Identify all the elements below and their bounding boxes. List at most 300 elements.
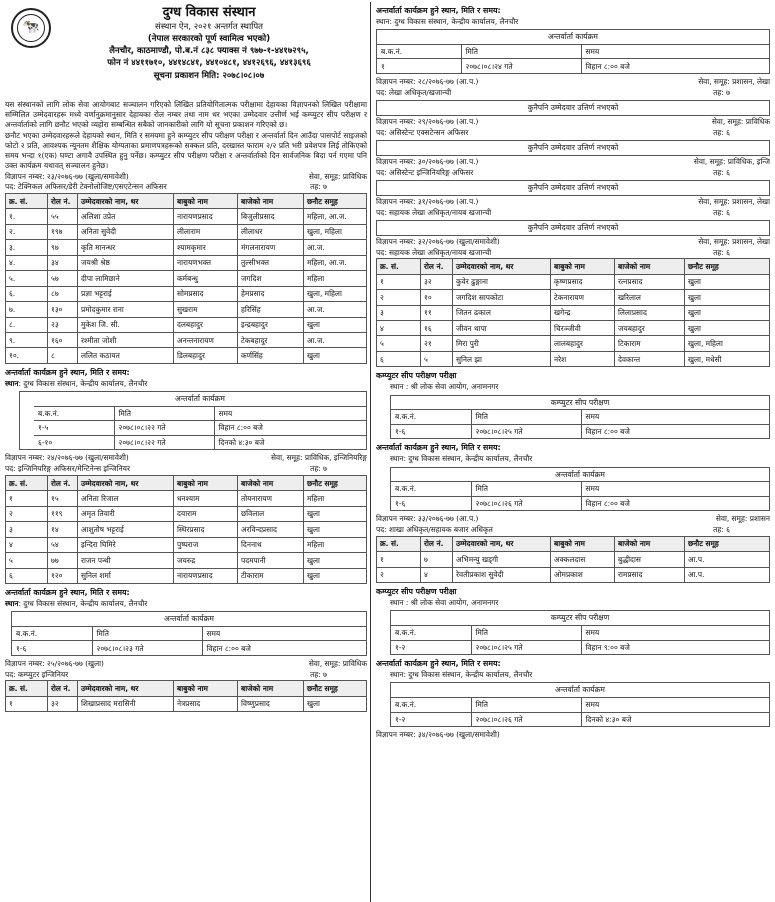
cell: खुला, महिला xyxy=(685,336,770,351)
cell: आ.प. xyxy=(685,567,770,582)
box-title: अन्तर्वार्ता कार्यक्रम xyxy=(12,612,366,626)
notice-header xyxy=(5,0,367,100)
venue-line-28 xyxy=(376,17,770,27)
advert-28-number: विज्ञापन नम्बर: २८/२०७६-७७ (आ.प.) xyxy=(376,77,479,86)
advert-23-number: विज्ञापन नम्बर: २३/२०७६-७७ (खुला/समावेशी) xyxy=(5,171,129,181)
cell: नारायणप्रसाद xyxy=(174,209,238,224)
col-header: बाबुको नाम xyxy=(174,475,238,490)
table-header-row xyxy=(377,259,770,274)
cell: प्रज्ञा भट्टराई xyxy=(78,286,174,301)
advert-25-line xyxy=(5,659,367,670)
venue-label: स्थान xyxy=(390,454,404,464)
act-line: संस्थान ऐन, २०२१ अन्तर्गत स्थापित xyxy=(154,22,264,33)
cell: ५ xyxy=(377,336,421,351)
intro-paragraph-1: यस संस्थानको लागि लोक सेवा आयोगबाट सञ्चालन गरिएको लिखित प्रतियोगितात्मक परीक्षामा देहायका विज्ञापनको लिखित परीक्षामा सम्मिलित उम्मेदवारहरू मध्ये वर्णानुक्रमानुसार देहायका रोल नम्बर तथा नाम थर भएका उम्मेदवार उत्तीर्ण भई कम्प्युटर सीप परीक्षण र अन्तर्वार्ताको लागि छनौट भएको व्यहोरा सम्बन्धित सबैको जानकारीको लागि यो सूचना प्रकाशन गरिएको छ। xyxy=(5,100,367,130)
cell: ११ xyxy=(421,305,453,320)
cell: अक्कलदास xyxy=(551,552,615,567)
venue-line-23 xyxy=(5,379,367,389)
col-header: उम्मेदवारको नाम, थर xyxy=(78,475,174,490)
box-title: अन्तर्वार्ता कार्यक्रम xyxy=(391,468,769,482)
cell: मिरा पुरी xyxy=(453,336,551,351)
cell: १ xyxy=(377,59,461,73)
computer-test-schedule-33 xyxy=(390,610,770,655)
advert-32-line xyxy=(376,237,770,248)
col-header: छनौट समूह xyxy=(685,259,770,274)
cell: अमृत तिवारी xyxy=(78,506,174,521)
interview-heading-23: अन्तर्वार्ता कार्यक्रम हुने स्थान, मिति र समय: xyxy=(5,367,130,377)
cell: दिननाथ xyxy=(238,537,304,552)
box-col-header: ब.क.नं. xyxy=(391,698,471,712)
col-header: रोल नं. xyxy=(421,259,453,274)
table-row xyxy=(6,522,367,537)
col-header: क्र. सं. xyxy=(377,536,421,551)
table-row xyxy=(6,332,367,347)
cell: ३. xyxy=(6,240,48,255)
cell: खुला xyxy=(685,274,770,289)
cell: १५ xyxy=(48,491,78,506)
cell: ३२ xyxy=(421,274,453,289)
table-row xyxy=(6,224,367,239)
cell: १. xyxy=(6,209,48,224)
right-column xyxy=(376,0,770,741)
cell: तोयनारायण xyxy=(238,491,304,506)
no-pass-box-30: कुनैपनि उम्मेदवार उत्तिर्ण नभएको xyxy=(376,140,770,155)
advert-28-line xyxy=(376,77,770,88)
cell: खुला xyxy=(685,290,770,305)
interview-heading-28: अन्तर्वार्ता कार्यक्रम हुने स्थान, मिति र समय: xyxy=(376,6,501,15)
cell: आ.ज. xyxy=(304,332,367,347)
cell: डिलबहादुर xyxy=(174,348,238,363)
col-header: छनौट समूह xyxy=(685,536,770,551)
cell: नरेश xyxy=(551,351,615,366)
interview-schedule-33 xyxy=(390,682,770,727)
schedule-row xyxy=(391,424,769,438)
cell: खुला xyxy=(685,321,770,336)
table-row xyxy=(6,537,367,552)
cell: दिनको ४:३० बजे xyxy=(581,712,769,726)
advert-33-level: तह: ६ xyxy=(713,525,730,535)
table-row xyxy=(6,240,367,255)
cell: खुला xyxy=(304,553,367,568)
table-row xyxy=(6,209,367,224)
box-col-header: ब.क.नं. xyxy=(391,626,471,640)
table-row xyxy=(6,317,367,332)
table-row xyxy=(6,255,367,270)
col-header: बाबुको नाम xyxy=(551,536,615,551)
box-col-header: ब.क.नं. xyxy=(391,410,471,424)
box-col-header: समय xyxy=(585,412,600,422)
cell: महिला xyxy=(304,271,367,286)
col-header: क्र. सं. xyxy=(6,194,48,209)
table-row xyxy=(6,568,367,583)
cell: अनन्तनारायण xyxy=(174,332,238,347)
table-row xyxy=(6,553,367,568)
schedule-row xyxy=(391,496,769,510)
left-column xyxy=(5,0,367,712)
cell: खुला xyxy=(304,696,367,711)
schedule-row xyxy=(34,421,366,436)
col-header: क्र. सं. xyxy=(6,681,48,696)
interview-heading-24: अन्तर्वार्ता कार्यक्रम हुने स्थान, मिति र समय: xyxy=(5,587,130,597)
cell: लिलाप्रसाद xyxy=(615,305,685,320)
cell: १-२ xyxy=(391,712,471,726)
table-header-row xyxy=(6,475,367,490)
cell: बुद्धीदास xyxy=(615,552,685,567)
computer-test-schedule-32 xyxy=(390,395,770,440)
advert-24-post: पद: इन्जिनियरिङ्ग अफिसर/मेन्टिनेन्स इन्जिनियर xyxy=(5,464,130,474)
box-col-header: समय xyxy=(585,484,600,494)
intro-paragraph xyxy=(5,100,367,172)
cell: आ.ज. xyxy=(304,302,367,317)
cell: नेत्रप्रसाद xyxy=(174,696,238,711)
venue-line-24 xyxy=(5,599,367,609)
box-title: अन्तर्वार्ता कार्यक्रम xyxy=(34,392,366,406)
col-header: बाजेको नाम xyxy=(615,536,685,551)
cell: ६. xyxy=(6,286,48,301)
cell: १० xyxy=(421,290,453,305)
table-row xyxy=(377,351,770,366)
col-header: बाजेको नाम xyxy=(238,194,304,209)
advert-31-post-line xyxy=(376,208,770,219)
cell: १-६ xyxy=(391,496,471,510)
cell: टेकनारायण xyxy=(551,290,615,305)
advert-30-level: तह: ६ xyxy=(713,167,730,177)
interview-schedule-28 xyxy=(376,29,770,74)
cell: नारायणभक्त xyxy=(174,255,238,270)
cell: इन्द्रबहादुर xyxy=(238,317,304,332)
cell: ४. xyxy=(6,255,48,270)
col-header: क्र. सं. xyxy=(377,259,421,274)
venue-label: स्थान xyxy=(376,16,390,26)
cell: विष्णुप्रसाद xyxy=(238,696,304,711)
advert-30-post: पद: असिस्टेन्ट इन्जिनियरिङ्ग अफिसर xyxy=(376,167,474,177)
schedule-row xyxy=(377,59,769,73)
advert-33-post-line xyxy=(376,525,770,536)
cell: दिनको ४:३० बजे xyxy=(214,435,366,449)
cell: ४ xyxy=(6,537,48,552)
advert-33-line xyxy=(376,514,770,525)
table-row xyxy=(377,274,770,289)
col-header: बाबुको नाम xyxy=(174,194,238,209)
box-col-header: ब.क.नं. xyxy=(391,482,471,496)
col-header: बाबुको नाम xyxy=(174,681,238,696)
cell: विहान ८:०० बजे xyxy=(202,641,366,655)
cell: अभिमन्यु खड्गी xyxy=(453,552,551,567)
cow-emblem-icon: 🐄 xyxy=(17,14,45,42)
advert-32-number: विज्ञापन नम्बर: ३२/२०७६-७७ (खुला/समावेशी) xyxy=(376,236,500,246)
table-row xyxy=(6,286,367,301)
cell: रामप्रसाद xyxy=(615,567,685,582)
col-header: छनौट समूह xyxy=(304,475,367,490)
cell: महिला, आ.ज. xyxy=(304,209,367,224)
cell: धनश्याम xyxy=(174,491,238,506)
cell: १-६ xyxy=(12,641,92,655)
box-col-header: समय xyxy=(585,700,600,710)
box-col-header: समय xyxy=(206,628,221,638)
cell: लीलाराम xyxy=(174,224,238,239)
table-row xyxy=(6,271,367,286)
advert-23-line xyxy=(5,172,367,183)
venue-value: : दुग्ध विकास संस्थान, केन्द्रीय कार्यालय, लैनचौर xyxy=(18,378,148,388)
cell: पदमपानी xyxy=(238,553,304,568)
venue-value: : दुग्ध विकास संस्थान, केन्द्रीय कार्यालय, लैनचौर xyxy=(389,16,519,26)
schedule-row xyxy=(391,712,769,726)
cell: प्रमोदकुमार राना xyxy=(78,302,174,317)
cell: खुला xyxy=(304,568,367,583)
cell: ८. xyxy=(6,317,48,332)
cell: टिकाराम xyxy=(615,336,685,351)
col-header: रोल नं. xyxy=(421,536,453,551)
cell: ६ xyxy=(377,351,421,366)
cell: हरिसिंह xyxy=(238,302,304,317)
col-header: उम्मेदवारको नाम, थर xyxy=(78,194,174,209)
advert-25-post-line xyxy=(5,670,367,681)
cell: टेकबहादुर xyxy=(238,332,304,347)
cell: ओमप्रकाश xyxy=(551,567,615,582)
box-title: अन्तर्वार्ता कार्यक्रम xyxy=(377,30,769,44)
box-col-header: मिति xyxy=(92,627,202,641)
advert-33-candidates-table xyxy=(376,536,770,583)
interview-schedule-23 xyxy=(19,391,367,450)
cell: तुल्सीभक्त xyxy=(238,255,304,270)
table-row xyxy=(377,290,770,305)
box-col-header: समय xyxy=(585,628,600,638)
cell: आ.ज. xyxy=(304,240,367,255)
cell: खुला xyxy=(304,506,367,521)
cell: २ xyxy=(377,567,421,582)
advert-31-level: तह: ६ xyxy=(713,207,730,217)
box-title: कम्प्युटर सीप परीक्षण xyxy=(391,396,769,410)
cell: विहान ९:०० बजे xyxy=(581,640,769,654)
venue-label: स्थान xyxy=(390,670,404,680)
cell: खरिलाल xyxy=(615,290,685,305)
cell: जयरुद्र xyxy=(174,553,238,568)
box-col-header: मिति xyxy=(471,482,581,496)
cell: कर्णसिंह xyxy=(238,348,304,363)
org-name: दुग्ध विकास संस्थान xyxy=(162,5,256,20)
cell: १३० xyxy=(48,302,78,317)
cell: राजन पन्थी xyxy=(78,553,174,568)
cell: ५७ xyxy=(48,271,78,286)
advert-25-number: विज्ञापन नम्बर: २५/२०७६-७७ (खुला) xyxy=(5,658,104,668)
venue-label: स्थान xyxy=(5,598,19,608)
cell: खुला, महिला xyxy=(304,224,367,239)
cell: जयबहादुर xyxy=(615,321,685,336)
cell: १ xyxy=(377,552,421,567)
cell: २०७८।०८।२६ गते xyxy=(471,712,581,726)
box-col-header: ब.क.नं. xyxy=(377,45,461,59)
interview-schedule-32 xyxy=(390,467,770,512)
advert-23-rows xyxy=(6,209,367,363)
cell: १४ xyxy=(48,522,78,537)
cell: खुला xyxy=(304,522,367,537)
cell: २ xyxy=(6,506,48,521)
cell: दयाराम xyxy=(174,506,238,521)
cell: २३ xyxy=(48,317,78,332)
cell: जयश्री श्रेष्ठ xyxy=(78,255,174,270)
advert-32-rows xyxy=(377,274,770,367)
cell: खुला xyxy=(304,348,367,363)
col-header: छनौट समूह xyxy=(304,681,367,696)
cell: ७ xyxy=(421,552,453,567)
table-row xyxy=(6,506,367,521)
advert-24-number: विज्ञापन नम्बर: २४/२०७६-७७ (खुला/समावेशी) xyxy=(5,453,129,463)
cell: ८७ xyxy=(48,286,78,301)
cell: नारायणप्रसाद xyxy=(174,568,238,583)
cell: ६-१० xyxy=(34,435,114,449)
psc-venue-33: स्थान : श्री लोक सेवा आयोग, अनामनगर xyxy=(390,598,499,608)
col-header: बाजेको नाम xyxy=(615,259,685,274)
advert-23-post: पद: टेक्निकल अफिसर/डेरी टेक्नोलोजिष्ट/एसएटेन्सन अफिसर xyxy=(5,182,167,192)
cell: १ xyxy=(6,696,48,711)
cell: ३२ xyxy=(48,696,78,711)
cell: २ xyxy=(377,290,421,305)
cell: महिला xyxy=(304,537,367,552)
cell: कृति मानन्धर xyxy=(78,240,174,255)
advert-31-service: सेवा, समूह: प्रशासन, लेखा xyxy=(698,196,770,206)
schedule-row xyxy=(12,641,366,655)
venue-value: : दुग्ध विकास संस्थान, केन्द्रीय कार्यालय, लैनचौर xyxy=(18,598,148,608)
cell: ७७ xyxy=(48,553,78,568)
advert-31-number: विज्ञापन नम्बर: ३१/२०७६-७७ (आ.प.) xyxy=(376,196,479,206)
box-col-header: ब.क.नं. xyxy=(12,627,92,641)
advert-33-post: पद: शाखा अधिकृत/सहायक बजार अधिकृत xyxy=(376,525,493,535)
no-pass-box-29: कुनैपनि उम्मेदवार उत्तिर्ण नभएको xyxy=(376,100,770,115)
cell: टीकाराम xyxy=(238,568,304,583)
advert-33-service: सेवा, समूह: प्रशासन xyxy=(715,514,770,524)
cell: मंगलनारायण xyxy=(238,240,304,255)
cell: बिजुलीप्रसाद xyxy=(238,209,304,224)
cell: २१ xyxy=(421,336,453,351)
box-col-header: मिति xyxy=(461,45,581,59)
cell: इन्दिरा घिमिरे xyxy=(78,537,174,552)
box-col-header: ब.क.नं. xyxy=(34,407,114,421)
advert-30-number: विज्ञापन नम्बर: ३०/२०७६-७७ (आ.प.) xyxy=(376,156,479,166)
advert-29-post: पद: असिस्टेन्ट एक्सटेन्सन अफिसर xyxy=(376,127,469,137)
cell: लीलाधर xyxy=(238,224,304,239)
cell: कुवेर ढुङ्गाना xyxy=(453,274,551,289)
no-pass-box-32: कुनैपनि उम्मेदवार उत्तिर्ण नभएको xyxy=(376,220,770,235)
cell: विहान ८:०० बजे xyxy=(581,424,769,438)
col-header: बाबुको नाम xyxy=(551,259,615,274)
col-header: उम्मेदवारको नाम, थर xyxy=(78,681,174,696)
interview-schedule-24 xyxy=(11,611,367,656)
cell: चिरञ्जीवी xyxy=(551,321,615,336)
cell: छविलाल xyxy=(238,506,304,521)
venue-value: : दुग्ध विकास संस्थान, केन्द्रीय कार्यालय, लैनचौर xyxy=(403,670,533,680)
table-row xyxy=(6,302,367,317)
table-row xyxy=(6,348,367,363)
col-header: बाजेको नाम xyxy=(238,681,304,696)
advert-32-post: पद: सहायक लेखा अधिकृत/नायब खजान्ची xyxy=(376,247,492,257)
advert-29-number: विज्ञापन नम्बर: २९/२०७६-७७ (आ.प.) xyxy=(376,116,479,126)
advert-32-service: सेवा, समूह: प्रशासन, लेखा xyxy=(698,236,770,246)
advert-24-post-line xyxy=(5,464,367,475)
cell: सुखराम xyxy=(174,302,238,317)
cell: खुला, महिला xyxy=(304,286,367,301)
cell: ५. xyxy=(6,271,48,286)
cell: खुला xyxy=(685,305,770,320)
advert-33-rows xyxy=(377,552,770,583)
cell: १-६ xyxy=(391,424,471,438)
cell: २. xyxy=(6,224,48,239)
cell: १९७ xyxy=(48,224,78,239)
cell: २०७८।०८।२२ गते xyxy=(114,421,214,436)
advert-24-line xyxy=(5,453,367,464)
cell: ५ xyxy=(421,351,453,366)
venue-line-33 xyxy=(376,670,770,680)
box-title: कम्प्युटर सीप परीक्षण xyxy=(391,611,769,625)
box-col-header: समय xyxy=(218,408,233,418)
box-col-header: समय xyxy=(585,46,600,56)
cell: २०७८।०८।२६ गते xyxy=(471,496,581,510)
table-row xyxy=(6,696,367,711)
table-row xyxy=(377,305,770,320)
venue-line-32 xyxy=(376,454,770,464)
advert-34-number: विज्ञापन नम्बर: ३४/२०७६-७७ (खुला/समावेशी) xyxy=(376,730,500,740)
cell: ३ xyxy=(377,305,421,320)
advert-25-candidates-table xyxy=(5,680,367,712)
cell: जीवन थापा xyxy=(453,321,551,336)
advert-30-post-line xyxy=(376,168,770,179)
cell: दीपा लामिछाने xyxy=(78,271,174,286)
psc-venue-32: स्थान : श्री लोक सेवा आयोग, अनामनगर xyxy=(390,382,499,392)
cell: शिखाप्रसाद मरासिनी xyxy=(78,696,174,711)
cell: देवकान्त xyxy=(615,351,685,366)
cell: १-२ xyxy=(391,640,471,654)
cell: श्यामकृमार xyxy=(174,240,238,255)
cell: ४ xyxy=(377,321,421,336)
venue-label: स्थान xyxy=(5,378,19,388)
cell: आ.प. xyxy=(685,552,770,567)
box-col-header: मिति xyxy=(471,698,581,712)
table-row xyxy=(377,567,770,582)
advert-28-service: सेवा, समूह: प्रशासन, लेखा xyxy=(698,77,770,86)
computer-test-heading-33: कम्प्युटर सीप परीक्षण परीक्षा xyxy=(376,587,457,597)
cell: १२० xyxy=(48,568,78,583)
cell: सुनिल शर्मा xyxy=(78,568,174,583)
advert-29-post-line xyxy=(376,128,770,139)
box-col-header: मिति xyxy=(471,410,581,424)
advert-23-service: सेवा, समूह: प्राविधिक xyxy=(308,171,367,181)
table-row xyxy=(377,321,770,336)
advert-29-service: सेवा, समूह: प्राविधिक xyxy=(711,116,770,126)
column-divider xyxy=(370,2,371,902)
cell: ५५ xyxy=(48,209,78,224)
advert-28-post-line xyxy=(376,88,770,99)
col-header: बाजेको नाम xyxy=(238,475,304,490)
cell: ९. xyxy=(6,332,48,347)
cell: सोमप्रसाद xyxy=(174,286,238,301)
cell: १ xyxy=(377,274,421,289)
cell: जितन ढकाल xyxy=(453,305,551,320)
cell: ३४ xyxy=(48,255,78,270)
cell: आशुतोष भट्टराई xyxy=(78,522,174,537)
cell: रत्नप्रसाद xyxy=(615,274,685,289)
cell: महिला, आ.ज. xyxy=(304,255,367,270)
interview-heading-33: अन्तर्वार्ता कार्यक्रम हुने स्थान, मिति र समय: xyxy=(376,659,501,669)
advert-32-post-line xyxy=(376,248,770,259)
advert-28-level: तह: ७ xyxy=(713,87,730,97)
notice-date: सूचना प्रकाशन मिति: २०७८।०८।०७ xyxy=(153,70,265,81)
advert-30-service: सेवा, समूह: प्राविधिक, इन्जि xyxy=(693,156,770,166)
advert-23-level: तह: ७ xyxy=(310,182,327,192)
phone-line: फोन नं ४४११७१०, ४४१४८४१, ४४१०४८१, ४४१२६९६, ४४१३६९६ xyxy=(107,57,311,68)
ownership-line: (नेपाल सरकारको पूर्ण स्वामित्व भएको) xyxy=(147,34,271,45)
computer-test-heading-32: कम्प्युटर सीप परीक्षण परीक्षा xyxy=(376,371,457,381)
cell: १६० xyxy=(48,332,78,347)
cell: २०७८।०८।२४ गते xyxy=(461,59,581,73)
